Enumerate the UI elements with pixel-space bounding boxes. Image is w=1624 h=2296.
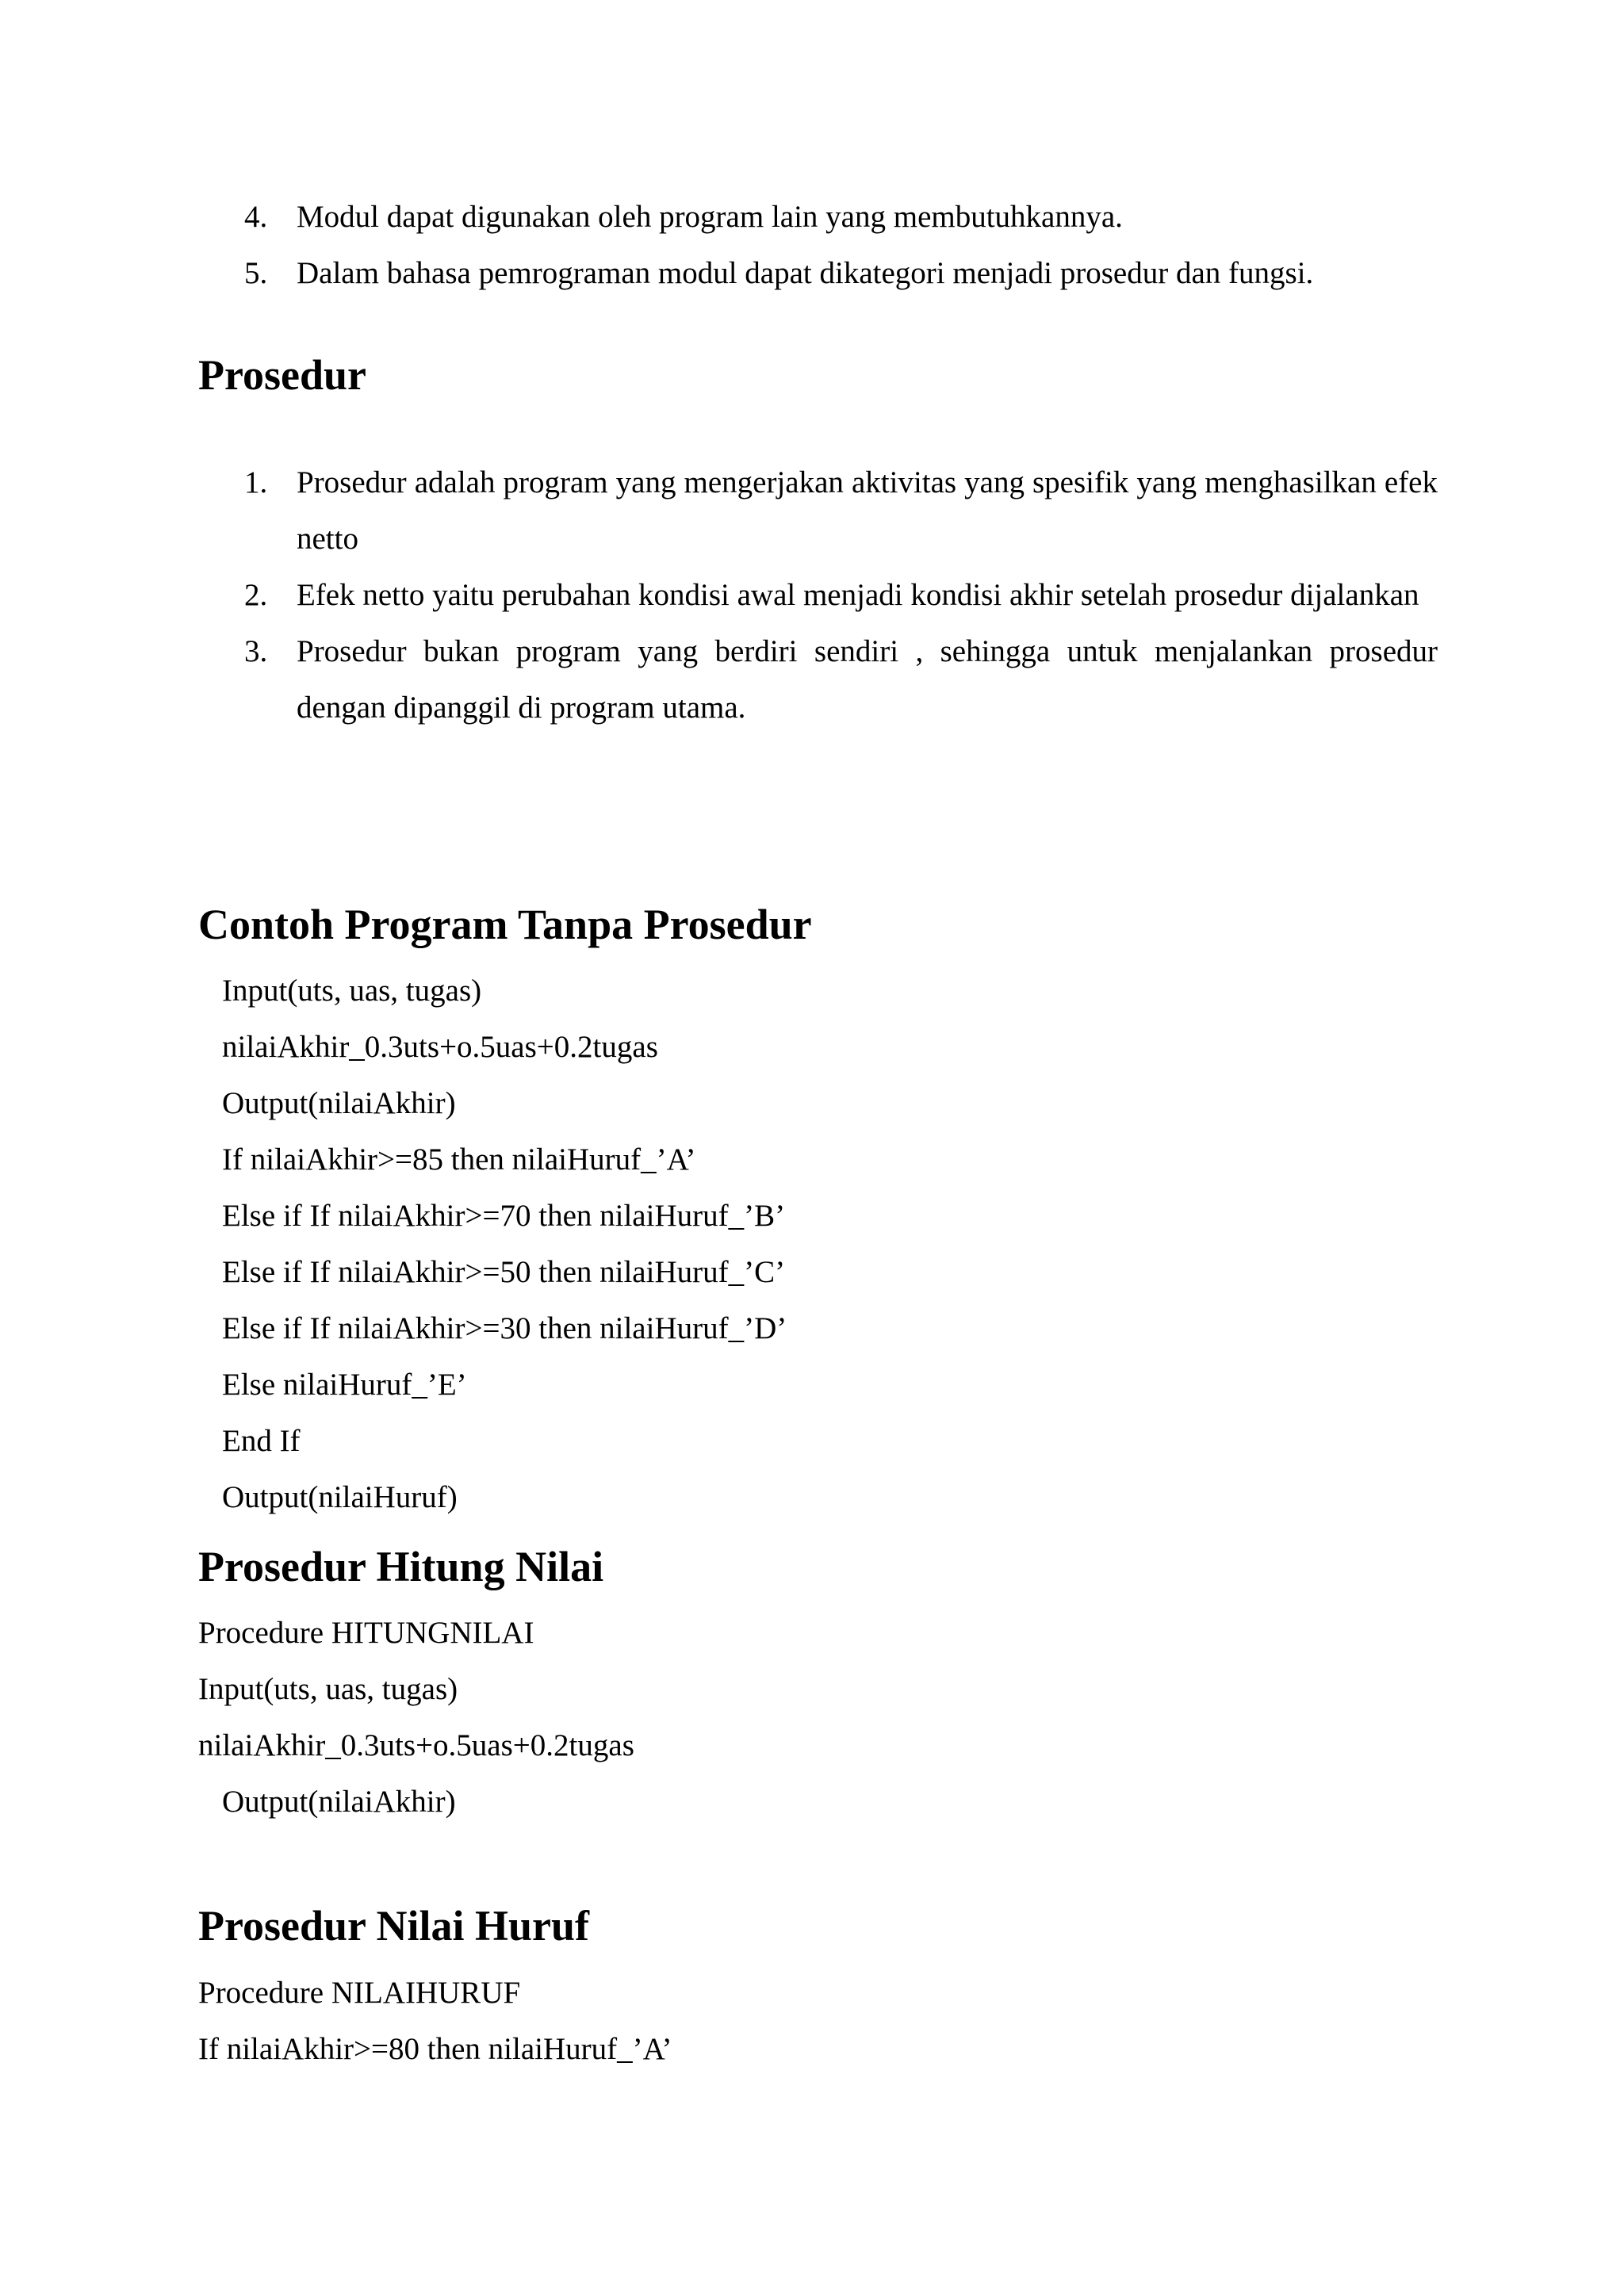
code-line: Else if If nilaiAkhir>=30 then nilaiHuruf_’D’ (222, 1311, 787, 1345)
code-line: Procedure HITUNGNILAI (198, 1616, 534, 1650)
code-line: Output(nilaiAkhir) (222, 1086, 456, 1120)
code-line: Input(uts, uas, tugas) (198, 1672, 458, 1706)
list-item-number: 1. (244, 465, 268, 499)
code-line: End If (222, 1424, 301, 1458)
code-line: Output(nilaiHuruf) (222, 1480, 458, 1514)
section-heading-hitung-nilai: Prosedur Hitung Nilai (198, 1543, 604, 1590)
list-item-number: 4. (244, 200, 268, 234)
intro-list (0, 189, 1624, 301)
code-line: nilaiAkhir_0.3uts+o.5uas+0.2tugas (198, 1728, 634, 1762)
code-line: Else nilaiHuruf_’E’ (222, 1368, 467, 1402)
list-item (0, 454, 1624, 567)
section-heading-nilai-huruf: Prosedur Nilai Huruf (198, 1902, 590, 1950)
contoh-code-block (0, 962, 1624, 1525)
list-item-number: 3. (244, 634, 268, 668)
list-item-text: Prosedur bukan program yang berdiri sendiri , sehingga untuk menjalankan prosedur dengan dipanggil di program utama. (297, 634, 1438, 725)
list-item-text: Efek netto yaitu perubahan kondisi awal menjadi kondisi akhir setelah prosedur dijalankan (297, 578, 1419, 612)
code-line: Else if If nilaiAkhir>=70 then nilaiHuruf_’B’ (222, 1199, 786, 1233)
list-item (0, 567, 1624, 623)
list-item (0, 189, 1624, 245)
list-item-number: 5. (244, 256, 268, 290)
prosedur-list (0, 454, 1624, 736)
code-line: If nilaiAkhir>=85 then nilaiHuruf_’A’ (222, 1142, 696, 1177)
code-line: If nilaiAkhir>=80 then nilaiHuruf_’A’ (198, 2032, 672, 2066)
list-item (0, 623, 1624, 736)
section-heading-contoh: Contoh Program Tanpa Prosedur (198, 901, 812, 948)
list-item-text: Prosedur adalah program yang mengerjakan aktivitas yang spesifik yang menghasilkan efek netto (297, 465, 1438, 556)
list-item-number: 2. (244, 578, 268, 612)
list-item (0, 245, 1624, 301)
list-item-text: Modul dapat digunakan oleh program lain yang membutuhkannya. (297, 200, 1123, 234)
code-line: Procedure NILAIHURUF (198, 1976, 521, 2010)
section-heading-prosedur: Prosedur (198, 351, 366, 399)
code-line: nilaiAkhir_0.3uts+o.5uas+0.2tugas (222, 1030, 658, 1064)
code-line: Else if If nilaiAkhir>=50 then nilaiHuruf_’C’ (222, 1255, 786, 1289)
hitung-code-block (0, 1605, 1624, 1830)
code-line: Output(nilaiAkhir) (222, 1785, 456, 1819)
huruf-code-block (0, 1965, 1624, 2077)
code-line: Input(uts, uas, tugas) (222, 974, 482, 1008)
list-item-text: Dalam bahasa pemrograman modul dapat dikategori menjadi prosedur dan fungsi. (297, 256, 1314, 290)
